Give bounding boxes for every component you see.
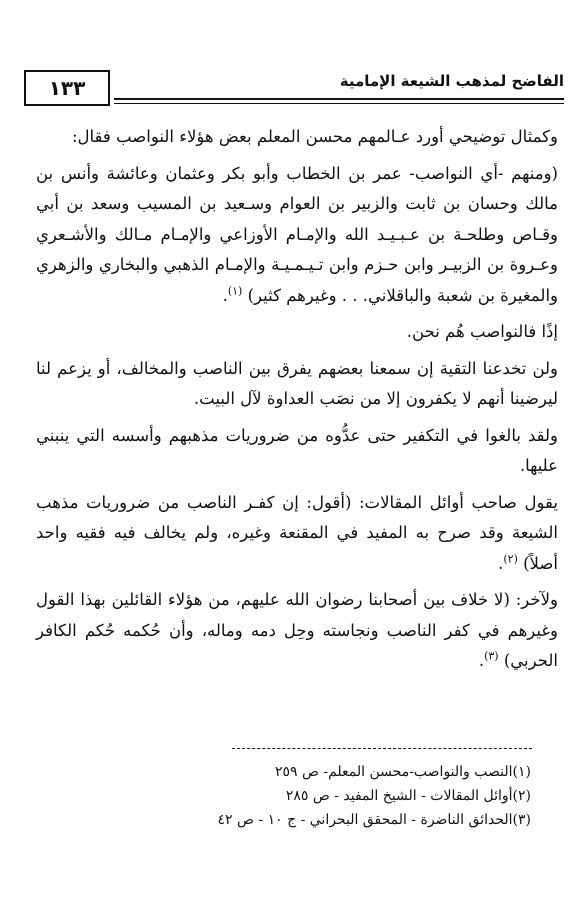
running-title: الفاضح لمذهب الشيعة الإمامية [339,72,564,90]
header-rule [114,98,564,100]
footnote-ref: (١) [227,284,243,297]
page-number: ١٣٣ [24,70,110,106]
page-header [24,70,564,106]
paragraph: وكمثال توضيحي أورد عـالمهم محسن المعلم بعض هؤلاء النواصب فقال: [71,127,558,146]
header-rule-thin [114,103,564,104]
footnote: (٢)أوائل المقالات - الشيخ المفيد - ص ٢٨٥ [285,788,531,804]
footnote-ref: (٣) [484,649,499,663]
body-text [36,122,558,683]
paragraph: إذًا فالنواصب هُم نحن. [406,322,558,341]
footnote: (٣)الحدائق الناضرة - المحقق البحراني - ج ١٠ - ص ٤٢ [217,812,531,828]
paragraph: ولآخر: (لا خلاف بين أصحابنا رضوان الله عليهم، من هؤلاء القائلين بهذا القول وغيرهم في كفر الناصب ونجاسته وحِل دمه وماله، وأن حُكمه حُكم الكافر الحربي) $^{(٣)}$. [36,590,558,670]
footnote-ref: (٢) [503,552,518,565]
footnotes [51,760,531,832]
paragraph: يقول صاحب أوائل المقالات: (أقول: إن كفـر الناصب من ضروريات مذهب الشيعة وقد صرح به المفيد في المقنعة وغيره، ولم يخالف فيه فقيه واحد أصلاً) $^{(٢)}$. [36,492,558,573]
footnote: (١)النصب والنواصب-محسن المعلم- ص ٢٥٩ [274,764,531,780]
footnote-divider [232,748,532,749]
paragraph: ولن تخدعنا التقية إن سمعنا بعضهم يفرق بين الناصب والمخالف، أو يزعم لنا ليرضينا أنهم لا يكفرون إلا من نصَب العداوة لآل البيت. [36,358,558,408]
paragraph: ولقد بالغوا في التكفير حتى عدُّوه من ضروريات مذهبهم وأسسه التي ينبني عليها. [36,425,558,475]
paragraph: (ومنهم -أي النواصب- عمر بن الخطاب وأبو بكر وعثمان وعائشة وأنس بن مالك وحسان بن ثابت والزبير بن العوام وسـعيد بن المسيب وسعد بن أبي وقـاص وطلحـة بن عـبـيـد الله والإمـام الأوزاعي والإمـام مـالك والأشـعري وعـروة بن الزبيـر وابن حـزم وابن تـيـمـيـة والإمـام الذهبي والبخاري والزهري والمغيرة بن شعبة والباقلاني. . . وغيرهم كثير) $^{(١)}$. [36,163,558,305]
